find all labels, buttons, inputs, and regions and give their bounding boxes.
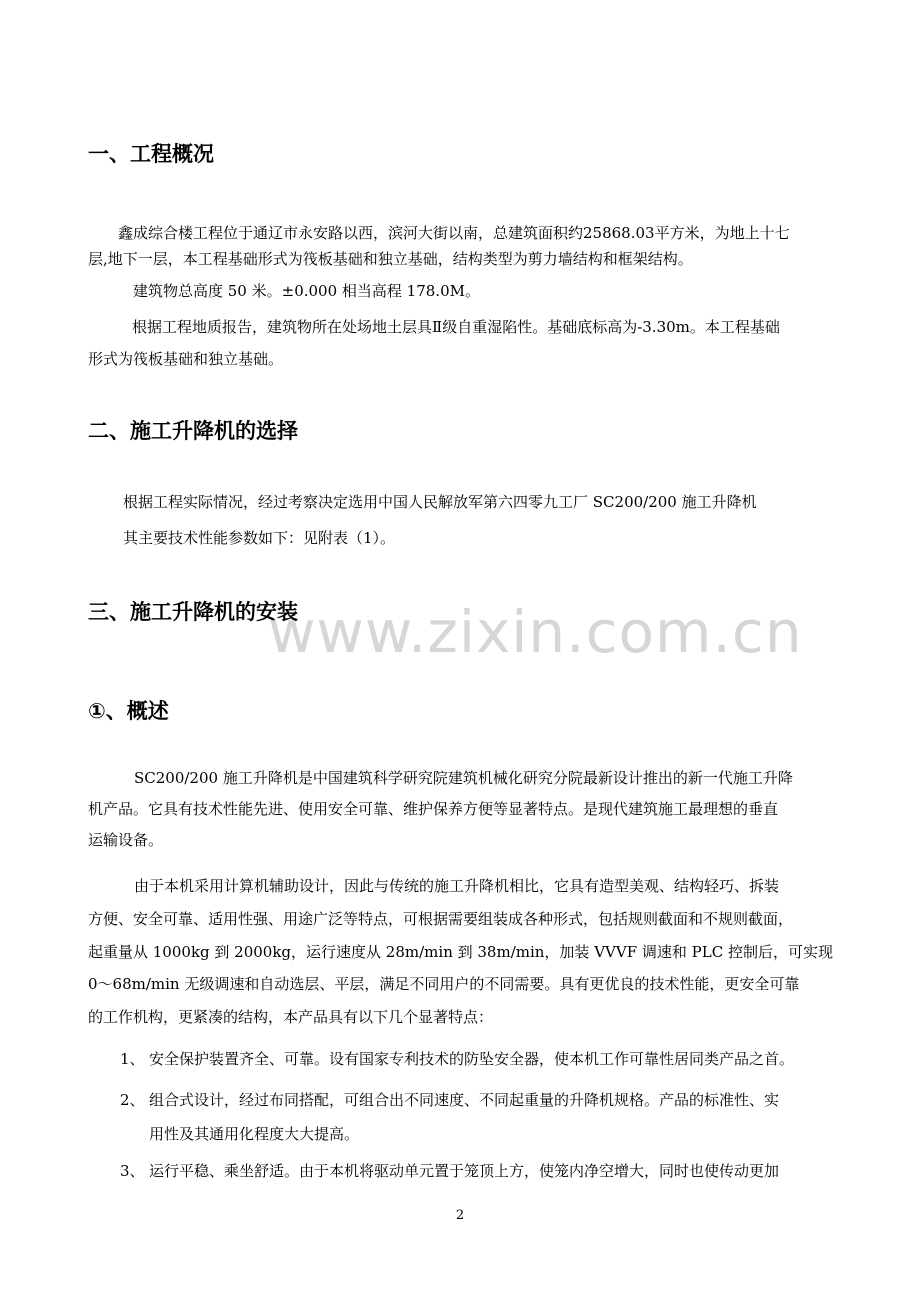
text-line: 根据工程地质报告，建筑物所在处场地土层具Ⅱ级自重湿陷性。基础底标高为-3.30m。本工程基础 [132, 318, 780, 336]
feature-item-3 [120, 1155, 779, 1187]
selection-line-1: 根据工程实际情况，经过考察决定选用中国人民解放军第六四零九工厂 SC200/200 施工升降机 [123, 493, 757, 511]
overview-paragraph-2: 建筑物总高度 50 米。±0.000 相当高程 178.0M。 [133, 282, 480, 300]
text-line: 组合式设计，经过布同搭配，可组合出不同速度、不同起重量的升降机规格。产品的标准性、实 [149, 1091, 780, 1109]
feature-number: 1、 [120, 1050, 145, 1068]
feature-item-1 [120, 1043, 794, 1075]
section-heading-summary: ①、概述 [88, 699, 169, 723]
text-line: 由于本机采用计算机辅助设计，因此与传统的施工升降机相比，它具有造型美观、结构轻巧、拆装 [134, 877, 780, 895]
summary-paragraph-1 [88, 763, 793, 856]
overview-paragraph-3 [88, 311, 780, 375]
section-heading-selection: 二、施工升降机的选择 [88, 419, 298, 443]
page-number: 2 [455, 1208, 465, 1223]
selection-line-2: 其主要技术性能参数如下：见附表（1）。 [123, 529, 396, 547]
watermark: www.zixin.com.cn [268, 598, 803, 666]
text-line: 的工作机构，更紧凑的结构，本产品具有以下几个显著特点： [88, 1008, 494, 1027]
feature-item-2 [120, 1083, 779, 1151]
text-line: 方便、安全可靠、适用性强、用途广泛等特点，可根据需要组装成各种形式，包括规则截面和不规则截面， [88, 909, 794, 928]
text-line: 鑫成综合楼工程位于通辽市永安路以西，滨河大街以南，总建筑面积约25868.03平方米，为地上十七 [118, 224, 790, 242]
text-line: SC200/200 施工升降机是中国建筑科学研究院建筑机械化研究分院最新设计推出的新一代施工升降 [134, 769, 793, 787]
feature-number: 3、 [120, 1162, 145, 1180]
text-line: 用性及其通用化程度大大提高。 [149, 1125, 360, 1143]
section-heading-installation: 三、施工升降机的安装 [88, 600, 298, 624]
text-line: 起重量从 1000kg 到 2000kg，运行速度从 28m/min 到 38m/min，加装 VVVF 调速和 PLC 控制后，可实现 [88, 942, 833, 961]
overview-paragraph-1 [88, 220, 790, 272]
text-line: 层,地下一层，本工程基础形式为筏板基础和独立基础，结构类型为剪力墙结构和框架结构。 [88, 250, 693, 268]
summary-paragraph-2 [88, 870, 833, 1034]
section-heading-overview: 一、工程概况 [88, 142, 214, 166]
text-line: 运输设备。 [88, 831, 164, 849]
feature-number: 2、 [120, 1091, 145, 1109]
text-line: 0～68m/min 无级调速和自动选层、平层，满足不同用户的不同需要。具有更优良的技术性能，更安全可靠 [88, 975, 800, 994]
text-line: 运行平稳、乘坐舒适。由于本机将驱动单元置于笼顶上方，使笼内净空增大，同时也使传动更加 [149, 1162, 780, 1180]
text-line: 机产品。它具有技术性能先进、使用安全可靠、维护保养方便等显著特点。是现代建筑施工最理想的垂直 [88, 800, 779, 818]
text-line: 安全保护装置齐全、可靠。设有国家专利技术的防坠安全器，使本机工作可靠性居同类产品之首。 [149, 1050, 795, 1068]
text-line: 形式为筏板基础和独立基础。 [88, 350, 284, 368]
